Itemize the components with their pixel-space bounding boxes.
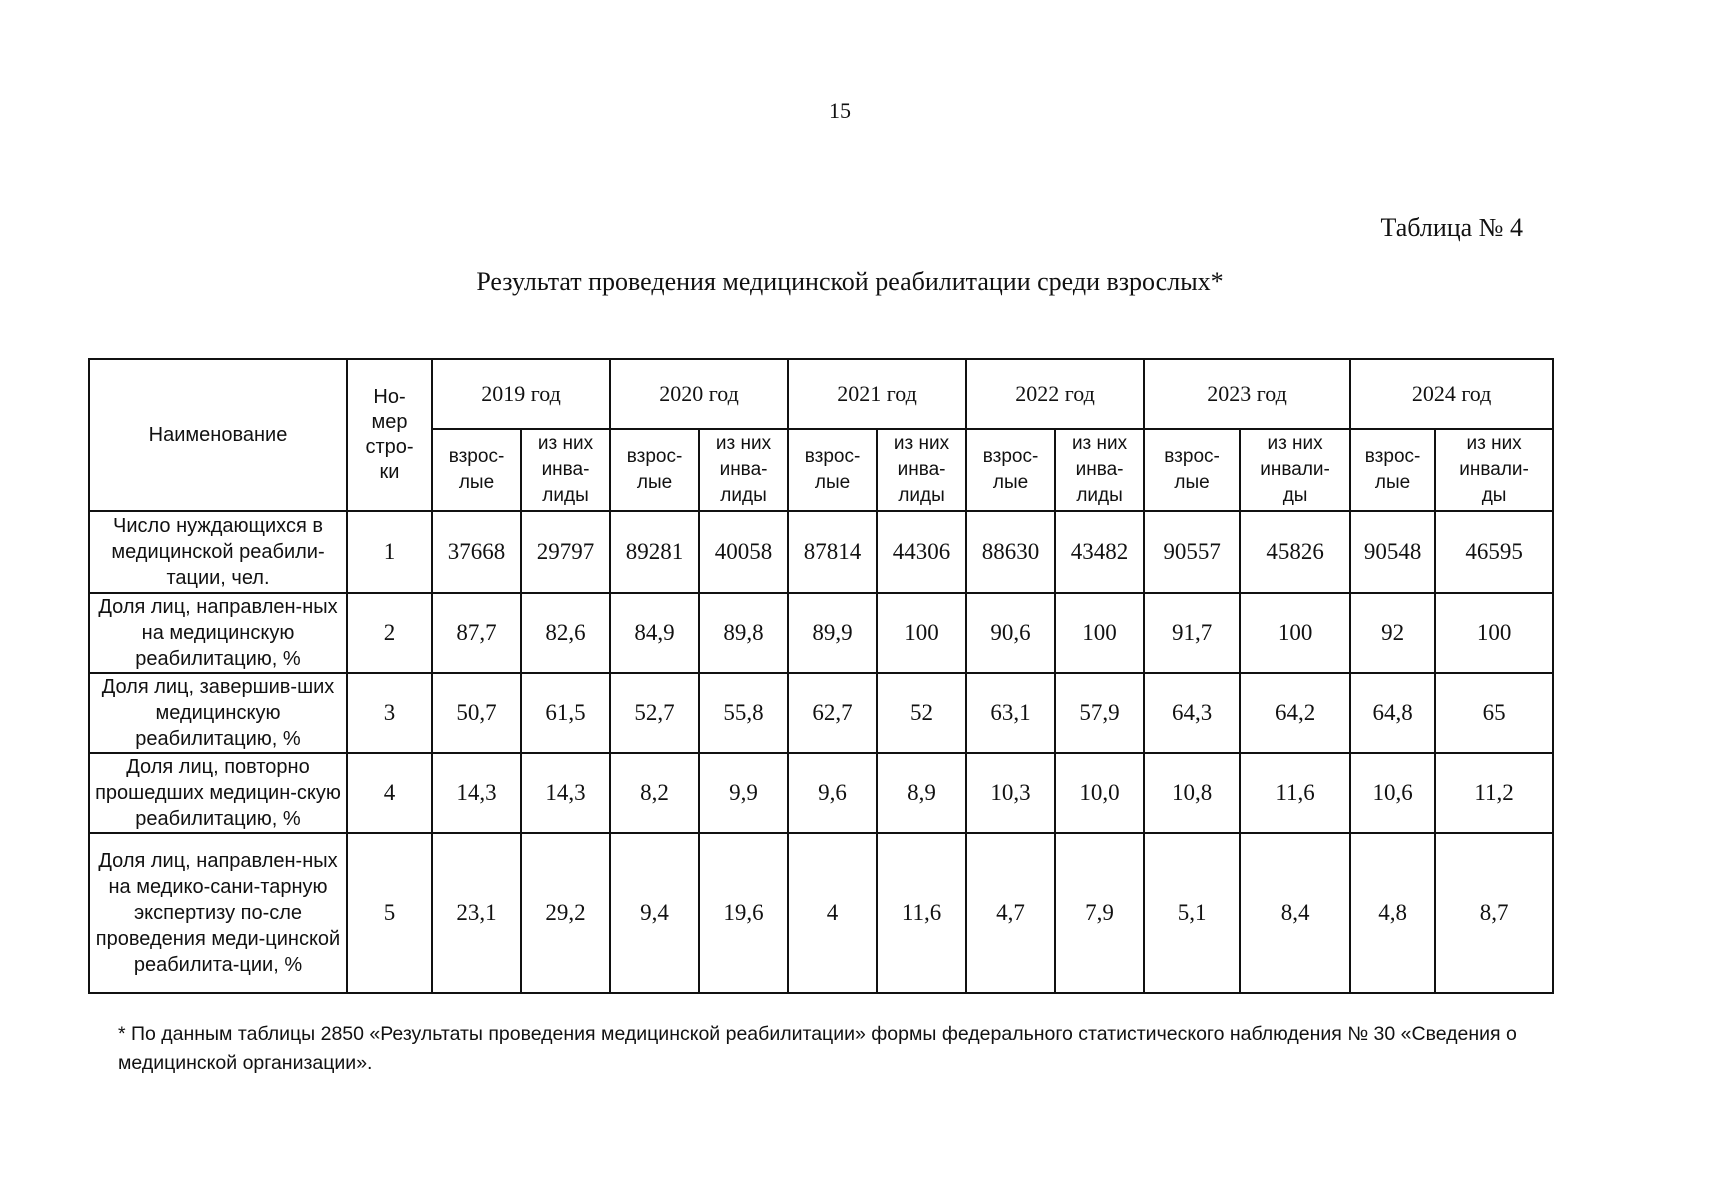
- row-number-cell: 1: [347, 511, 432, 593]
- adults-subheader: взрос- лые: [1144, 429, 1240, 511]
- table-body: [89, 511, 1553, 993]
- adults-value-cell: 50,7: [432, 673, 521, 753]
- table-row: [89, 673, 1553, 753]
- adults-value-cell: 9,6: [788, 753, 877, 833]
- adults-value-cell: 4,7: [966, 833, 1055, 993]
- adults-value-cell: 92: [1350, 593, 1435, 673]
- row-number-column-header: Но- мер стро- ки: [347, 359, 432, 511]
- disabled-value-cell: 29797: [521, 511, 610, 593]
- disabled-subheader: из них инва- лиды: [877, 429, 966, 511]
- disabled-value-cell: 8,9: [877, 753, 966, 833]
- disabled-subheader: из них инва- лиды: [521, 429, 610, 511]
- adults-value-cell: 9,4: [610, 833, 699, 993]
- disabled-value-cell: 45826: [1240, 511, 1350, 593]
- disabled-value-cell: 64,2: [1240, 673, 1350, 753]
- table-row: [89, 511, 1553, 593]
- adults-value-cell: 14,3: [432, 753, 521, 833]
- document-title: Результат проведения медицинской реабилитации среди взрослых*: [476, 267, 1224, 296]
- year-header: 2023 год: [1144, 359, 1350, 429]
- adults-subheader: взрос- лые: [610, 429, 699, 511]
- disabled-value-cell: 29,2: [521, 833, 610, 993]
- adults-value-cell: 89,9: [788, 593, 877, 673]
- row-number-cell: 4: [347, 753, 432, 833]
- year-header: 2021 год: [788, 359, 966, 429]
- adults-value-cell: 84,9: [610, 593, 699, 673]
- adults-value-cell: 52,7: [610, 673, 699, 753]
- disabled-value-cell: 44306: [877, 511, 966, 593]
- disabled-value-cell: 14,3: [521, 753, 610, 833]
- row-name-cell: Доля лиц, завершив-ших медицинскую реабилитацию, %: [89, 673, 347, 753]
- table-row: [89, 753, 1553, 833]
- adults-subheader: взрос- лые: [788, 429, 877, 511]
- year-header: 2019 год: [432, 359, 610, 429]
- disabled-value-cell: 100: [1240, 593, 1350, 673]
- adults-value-cell: 63,1: [966, 673, 1055, 753]
- row-number-cell: 5: [347, 833, 432, 993]
- disabled-value-cell: 55,8: [699, 673, 788, 753]
- disabled-value-cell: 8,4: [1240, 833, 1350, 993]
- adults-subheader: взрос- лые: [966, 429, 1055, 511]
- disabled-value-cell: 82,6: [521, 593, 610, 673]
- disabled-value-cell: 8,7: [1435, 833, 1553, 993]
- row-name-cell: Число нуждающихся в медицинской реабили-тации, чел.: [89, 511, 347, 593]
- row-name-cell: Доля лиц, направлен-ных на медико-сани-тарную экспертизу по-сле проведения меди-цинской реабилита-ции, %: [89, 833, 347, 993]
- footnote: * По данным таблицы 2850 «Результаты проведения медицинской реабилитации» формы федерального статистического наблюдения № 30 «Сведения о медицинской организации».: [118, 1023, 1517, 1074]
- adults-subheader: взрос- лые: [1350, 429, 1435, 511]
- disabled-value-cell: 52: [877, 673, 966, 753]
- year-header-row: [89, 359, 1553, 429]
- year-header: 2022 год: [966, 359, 1144, 429]
- table-row: [89, 593, 1553, 673]
- rehabilitation-results-table: [88, 358, 1554, 994]
- adults-value-cell: 8,2: [610, 753, 699, 833]
- adults-value-cell: 4: [788, 833, 877, 993]
- disabled-value-cell: 61,5: [521, 673, 610, 753]
- disabled-value-cell: 100: [877, 593, 966, 673]
- name-column-header: Наименование: [89, 359, 347, 511]
- adults-value-cell: 91,7: [1144, 593, 1240, 673]
- table-row: [89, 833, 1553, 993]
- adults-value-cell: 64,8: [1350, 673, 1435, 753]
- disabled-subheader: из них инвали- ды: [1240, 429, 1350, 511]
- adults-value-cell: 64,3: [1144, 673, 1240, 753]
- adults-value-cell: 90548: [1350, 511, 1435, 593]
- adults-value-cell: 90557: [1144, 511, 1240, 593]
- disabled-value-cell: 11,6: [877, 833, 966, 993]
- adults-value-cell: 87814: [788, 511, 877, 593]
- year-header: 2024 год: [1350, 359, 1553, 429]
- disabled-value-cell: 19,6: [699, 833, 788, 993]
- adults-value-cell: 37668: [432, 511, 521, 593]
- disabled-value-cell: 7,9: [1055, 833, 1144, 993]
- disabled-value-cell: 46595: [1435, 511, 1553, 593]
- adults-value-cell: 87,7: [432, 593, 521, 673]
- disabled-value-cell: 11,6: [1240, 753, 1350, 833]
- disabled-value-cell: 10,0: [1055, 753, 1144, 833]
- disabled-subheader: из них инвали- ды: [1435, 429, 1553, 511]
- disabled-value-cell: 11,2: [1435, 753, 1553, 833]
- disabled-value-cell: 40058: [699, 511, 788, 593]
- disabled-subheader: из них инва- лиды: [1055, 429, 1144, 511]
- adults-subheader: взрос- лые: [432, 429, 521, 511]
- adults-value-cell: 23,1: [432, 833, 521, 993]
- adults-value-cell: 10,3: [966, 753, 1055, 833]
- adults-value-cell: 10,8: [1144, 753, 1240, 833]
- row-name-cell: Доля лиц, повторно прошедших медицин-скую реабилитацию, %: [89, 753, 347, 833]
- row-name-cell: Доля лиц, направлен-ных на медицинскую реабилитацию, %: [89, 593, 347, 673]
- table-label: Таблица № 4: [1380, 213, 1523, 242]
- adults-value-cell: 62,7: [788, 673, 877, 753]
- disabled-value-cell: 9,9: [699, 753, 788, 833]
- row-number-cell: 2: [347, 593, 432, 673]
- adults-value-cell: 89281: [610, 511, 699, 593]
- page-number: 15: [829, 98, 851, 123]
- disabled-value-cell: 89,8: [699, 593, 788, 673]
- adults-value-cell: 90,6: [966, 593, 1055, 673]
- adults-value-cell: 4,8: [1350, 833, 1435, 993]
- disabled-subheader: из них инва- лиды: [699, 429, 788, 511]
- disabled-value-cell: 65: [1435, 673, 1553, 753]
- disabled-value-cell: 100: [1435, 593, 1553, 673]
- year-header: 2020 год: [610, 359, 788, 429]
- disabled-value-cell: 43482: [1055, 511, 1144, 593]
- adults-value-cell: 5,1: [1144, 833, 1240, 993]
- disabled-value-cell: 57,9: [1055, 673, 1144, 753]
- row-number-cell: 3: [347, 673, 432, 753]
- adults-value-cell: 88630: [966, 511, 1055, 593]
- disabled-value-cell: 100: [1055, 593, 1144, 673]
- adults-value-cell: 10,6: [1350, 753, 1435, 833]
